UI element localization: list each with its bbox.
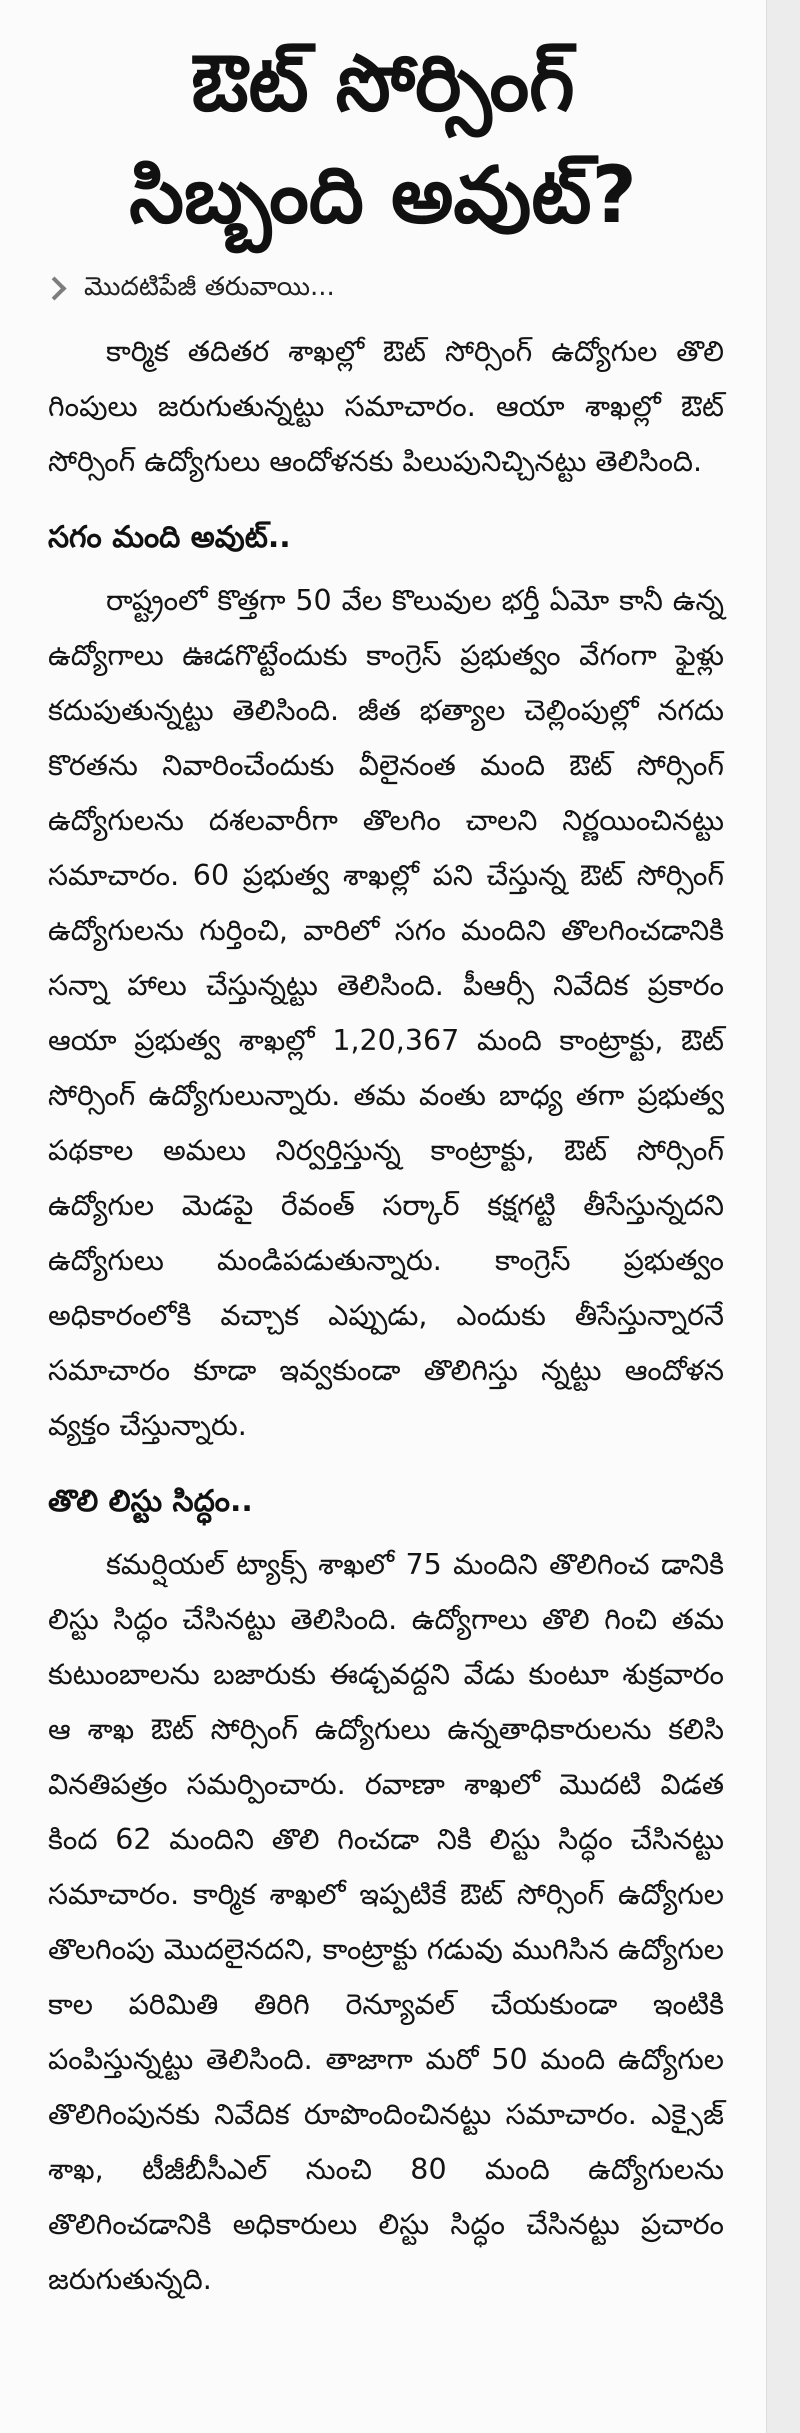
section-body-first-list: కమర్షియల్ ట్యాక్స్ శాఖలో 75 మందిని తొలిగించ డానికి లిస్టు సిద్ధం చేసినట్టు తెలిసింది. ఉద్యోగాలు తొలి గించి తమ కుటుంబాలను బజారుకు ఈడ్చవద్దని వేడు కుంటూ శుక్రవారం ఆ శాఖ ఔట్ సోర్సింగ్ ఉద్యోగులు ఉన్నతాధికారులను కలిసి వినతిపత్రం సమర్పించారు. రవాణా శాఖలో మొదటి విడత కింద 62 మందిని తొలి గించడా నికి లిస్టు సిద్ధం చేసినట్టు సమాచారం. కార్మిక శాఖలో ఇప్పటికే ఔట్ సోర్సింగ్ ఉద్యోగుల తొలగింపు మొదలైనదని, కాంట్రాక్టు గడువు ముగిసిన ఉద్యోగుల కాల పరిమితి తిరిగి రెన్యూవల్ చేయకుండా ఇంటికి పంపిస్తున్నట్టు తెలిసింది. తాజాగా మరో 50 మంది ఉద్యోగుల తొలిగింపునకు నివేదిక రూపొందించినట్టు సమాచారం. ఎక్సైజ్ శాఖ, టీజీబీసీఎల్ నుంచి 80 మంది ఉద్యోగులను తొలిగించడానికి అధికారులు లిస్టు సిద్ధం చేసినట్టు ప్రచారం జరుగుతున్నది. <box>48 1548 724 2296</box>
headline <box>0 28 766 252</box>
headline-line-1: ఔట్ సోర్సింగ్ <box>191 39 575 129</box>
chevron-right-icon <box>44 277 70 303</box>
section-heading-half-out: సగం మంది అవుట్.. <box>48 520 291 555</box>
section-heading-first-list: తొలి లిస్టు సిద్ధం.. <box>48 1484 253 1519</box>
continued-label: మొదటిపేజీ తరువాయి... <box>84 272 335 302</box>
headline-line-2: సిబ్బంది అవుట్? <box>129 151 637 241</box>
section-body-half-out: రాష్ట్రంలో కొత్తగా 50 వేల కొలువుల భర్తీ ఏమో కానీ ఉన్న ఉద్యోగాలు ఊడగొట్టేందుకు కాంగ్రెస్ ప్రభుత్వం వేగంగా ఫైళ్లు కదుపుతున్నట్టు తెలిసింది. జీత భత్యాల చెల్లింపుల్లో నగదు కొరతను నివారించేందుకు వీలైనంత మంది ఔట్ సోర్సింగ్ ఉద్యోగులను దశలవారీగా తొలగిం చాలని నిర్ణయించినట్టు సమాచారం. 60 ప్రభుత్వ శాఖల్లో పని చేస్తున్న ఔట్ సోర్సింగ్ ఉద్యోగులను గుర్తించి, వారిలో సగం మందిని తొలగించడానికి సన్నా హాలు చేస్తున్నట్టు తెలిసింది. పీఆర్సీ నివేదిక ప్రకారం ఆయా ప్రభుత్వ శాఖల్లో 1,20,367 మంది కాంట్రాక్టు, ఔట్ సోర్సింగ్ ఉద్యోగులున్నారు. తమ వంతు బాధ్య తగా ప్రభుత్వ పథకాల అమలు నిర్వర్తిస్తున్న కాంట్రాక్టు, ఔట్ సోర్సింగ్ ఉద్యోగుల మెడపై రేవంత్ సర్కార్ కక్షగట్టి తీసేస్తున్నదని ఉద్యోగులు మండిపడుతున్నారు. కాంగ్రెస్ ప్రభుత్వం అధికారంలోకి వచ్చాక ఎప్పుడు, ఎందుకు తీసేస్తున్నారనే సమాచారం కూడా ఇవ్వకుండా తొలిగిస్తు న్నట్టు ఆందోళన వ్యక్తం చేస్తున్నారు. <box>48 584 724 1442</box>
intro-paragraph: కార్మిక తదితర శాఖల్లో ఔట్ సోర్సింగ్ ఉద్యోగుల తొలి గింపులు జరుగుతున్నట్టు సమాచారం. ఆయా శాఖల్లో ఔట్ సోర్సింగ్ ఉద్యోగులు ఆందోళనకు పిలుపునిచ్చినట్టు తెలిసింది. <box>48 335 724 478</box>
continued-from-front-page <box>44 272 766 308</box>
